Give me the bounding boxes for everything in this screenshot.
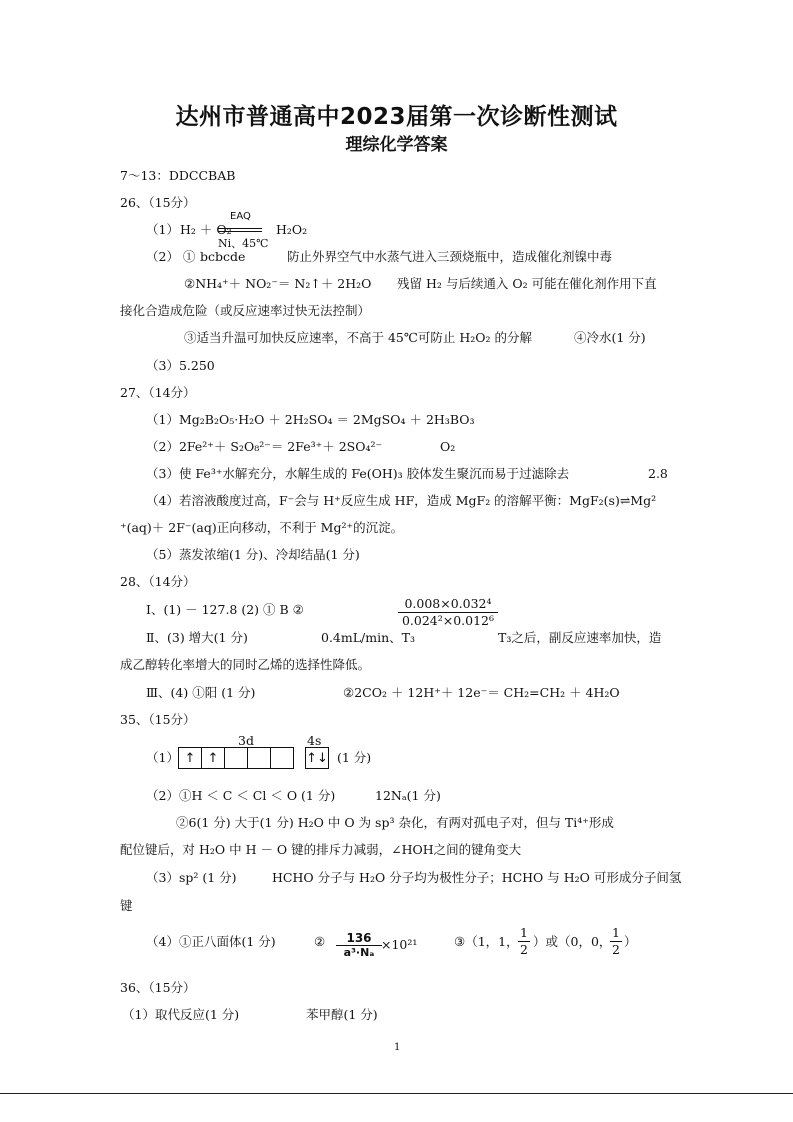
q26-p3: （3）5.250 [146, 358, 215, 373]
q27-p3: （3）使 Fe³⁺水解充分，水解生成的 Fe(OH)₃ 胶体发生聚沉而易于过滤除去 [146, 466, 570, 481]
equals-line-top [218, 228, 262, 229]
q26-p2-equation: ②NH₄⁺＋ NO₂⁻＝ N₂↑＋ 2H₂O [184, 276, 372, 291]
q35-p2-a: （2）①H ＜ C ＜ Cl ＜ O (1 分) [146, 788, 336, 803]
page-subtitle: 理综化学答案 [345, 135, 448, 155]
q35-p3-c: 键 [120, 898, 133, 913]
q28-p2-a: Ⅱ、(3) 增大(1 分) [146, 630, 248, 645]
q35-p4-c-prefix: ③（1，1， [454, 934, 519, 949]
q35-p4-c-mid: ）或（0，0， [533, 934, 612, 949]
q27-p2-b: O₂ [440, 439, 456, 454]
orbital-3d-cell [271, 748, 293, 768]
q35-p4-c-suffix: ） [624, 934, 637, 949]
q36-heading: 36、（15分） [120, 980, 196, 995]
half-fraction-2 [610, 925, 622, 958]
half-numerator: 1 [612, 925, 620, 940]
equals-line-bottom [218, 231, 262, 232]
orbital-3d-label: 3d [238, 733, 254, 748]
q36-p1-b: 苯甲醇(1 分) [306, 1007, 378, 1022]
q26-p1-product: H₂O₂ [276, 222, 308, 237]
q28-p3-b: ②2CO₂ ＋ 12H⁺＋ 12e⁻＝ CH₂=CH₂ ＋ 4H₂O [343, 685, 620, 700]
q26-p2-c: ③适当升温可加快反应速率，不高于 45℃可防止 H₂O₂ 的分解 [184, 330, 532, 345]
q35-p4-a: （4）①正八面体(1 分) [146, 934, 276, 949]
q28-p2-c: T₃之后，副反应速率加快，造 [498, 630, 662, 645]
orbital-3d-cell [225, 748, 248, 768]
q26-p1-condition-top: EAQ [230, 211, 251, 222]
q28-p2-b: 0.4mL/min、T₃ [321, 630, 415, 645]
q36-p1-a: （1）取代反应(1 分) [122, 1007, 240, 1022]
orbital-4s-label: 4s [307, 733, 322, 748]
q35-p3-b: HCHO 分子与 H₂O 分子均为极性分子；HCHO 与 H₂O 可形成分子间氢 [272, 870, 682, 885]
page-title: 达州市普通高中2023届第一次诊断性测试 [175, 104, 618, 130]
q27-p3-b: 2.8 [648, 466, 668, 481]
q28-kp-fraction [398, 596, 498, 629]
q27-p1: （1）Mg₂B₂O₅·H₂O ＋ 2H₂SO₄ ＝ 2MgSO₄ ＋ 2H₃BO₃ [146, 412, 475, 427]
q28-p1: Ⅰ、(1) － 127.8 (2) ① B ② [146, 602, 304, 617]
orbital-3d-boxes [178, 747, 294, 769]
q27-p4-cont: ⁺(aq)＋ 2F⁻(aq)正向移动，不利于 Mg²⁺的沉淀。 [120, 520, 404, 535]
density-fraction [336, 931, 382, 959]
q35-p1-prefix: （1） [146, 750, 179, 765]
q26-p2-reason-b: 残留 H₂ 与后续通入 O₂ 可能在催化剂作用下直 [397, 276, 657, 291]
q35-p4-b-suffix: ×10²¹ [381, 937, 418, 952]
density-numerator: 136 [346, 931, 372, 945]
orbital-4s-cell: ↑↓ [306, 750, 328, 766]
q27-p4: （4）若溶液酸度过高，F⁻会与 H⁺反应生成 HF，造成 MgF₂ 的溶解平衡：MgF₂(s)⇌Mg² [146, 493, 657, 508]
q35-p3-a: （3）sp² (1 分) [146, 870, 237, 885]
q27-p5: （5）蒸发浓缩(1 分)、冷却结晶(1 分) [146, 547, 360, 562]
q28-p2-d: 成乙醇转化率增大的同时乙烯的选择性降低。 [120, 657, 371, 672]
density-denominator: a³·Nₐ [336, 945, 382, 959]
q26-p2-d: ④冷水(1 分) [574, 330, 646, 345]
q28-kp-denominator: 0.024²×0.012⁶ [398, 612, 498, 629]
q28-kp-numerator: 0.008×0.032⁴ [404, 596, 492, 611]
orbital-3d-cell: ↑ [179, 748, 202, 768]
half-denominator: 2 [518, 941, 530, 958]
mc-answers: 7～13：DDCCBAB [120, 168, 236, 183]
q26-p1-prefix: （1） [146, 222, 179, 237]
q35-p2-b: 12Nₐ(1 分) [375, 788, 441, 803]
q26-heading: 26、（15分） [120, 195, 196, 210]
half-numerator: 1 [520, 925, 528, 940]
q35-p4-b-prefix: ② [314, 934, 326, 949]
q35-p2-d: 配位键后，对 H₂O 中 H － O 键的排斥力减弱，∠HOH之间的键角变大 [120, 842, 522, 857]
orbital-3d-cell [248, 748, 271, 768]
orbital-3d-cell: ↑ [202, 748, 225, 768]
q26-p2-reason-b-cont: 接化合造成危险（或反应速率过快无法控制） [120, 303, 371, 318]
q26-p2-prefix: （2） ① [146, 249, 196, 264]
q26-p2-reason: 防止外界空气中水蒸气进入三颈烧瓶中，造成催化剂镍中毒 [287, 249, 613, 264]
q28-p3-a: Ⅲ、(4) ①阳 (1 分) [146, 685, 256, 700]
q28-heading: 28、（14分） [120, 574, 196, 589]
page-number: 1 [394, 1042, 401, 1053]
q35-heading: 35、（15分） [120, 712, 196, 727]
q26-p1-condition-bottom: Ni、45℃ [218, 237, 269, 250]
half-denominator: 2 [610, 941, 622, 958]
footer-divider [0, 1093, 793, 1094]
half-fraction [518, 925, 530, 958]
orbital-4s-box [305, 747, 329, 769]
q35-p1-score: (1 分) [337, 750, 372, 765]
q26-p2-answer: bcbcde [200, 249, 246, 264]
q27-p2: （2）2Fe²⁺＋ S₂O₈²⁻＝ 2Fe³⁺＋ 2SO₄²⁻ [146, 439, 383, 454]
q35-p2-c: ②6(1 分) 大于(1 分) H₂O 中 O 为 sp³ 杂化，有两对孤电子对，但与 Ti⁴⁺形成 [176, 815, 614, 830]
q26-p1-reactants: H₂ ＋ O₂ [180, 222, 232, 237]
q27-heading: 27、（14分） [120, 385, 196, 400]
